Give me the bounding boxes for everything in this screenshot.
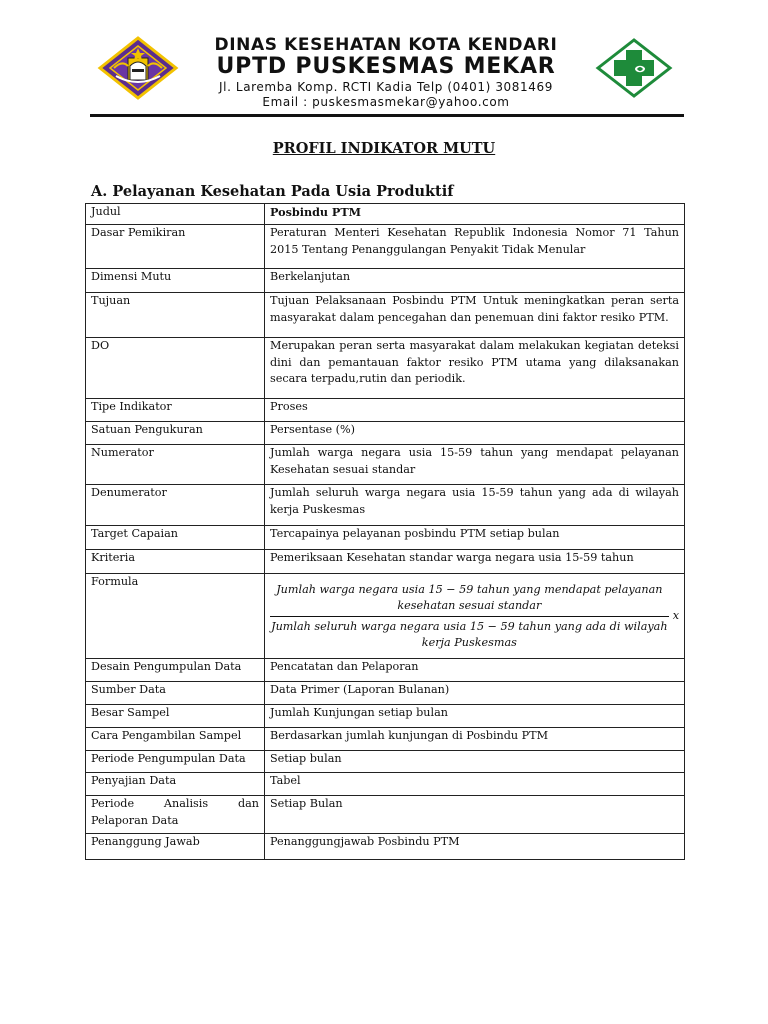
row-label: Numerator: [86, 444, 265, 485]
row-label: Tujuan: [86, 293, 265, 338]
row-value: Setiap Bulan: [265, 796, 685, 834]
table-row: [86, 773, 685, 796]
table-row: [86, 269, 685, 293]
row-label: Besar Sampel: [86, 705, 265, 728]
table-row: [86, 421, 685, 444]
row-label: Kriteria: [86, 549, 265, 573]
row-label: Judul: [86, 204, 265, 225]
row-label: DO: [86, 337, 265, 398]
formula-multiplier: x: [672, 609, 679, 623]
table-row: [86, 705, 685, 728]
row-value: Data Primer (Laporan Bulanan): [265, 682, 685, 705]
row-value: Tabel: [265, 773, 685, 796]
row-value: Jumlah warga negara usia 15-59 tahun yang mendapat pelayanan Kesehatan sesuai standar: [265, 444, 685, 485]
row-label: Desain Pengumpulan Data: [86, 659, 265, 682]
row-label: Dimensi Mutu: [86, 269, 265, 293]
row-value: Berdasarkan jumlah kunjungan di Posbindu PTM: [265, 727, 685, 750]
row-label: Sumber Data: [86, 682, 265, 705]
document-title: PROFIL INDIKATOR MUTU: [272, 140, 496, 157]
formula-cell: [265, 573, 685, 659]
institution-name: UPTD PUSKESMAS MEKAR: [216, 54, 556, 79]
row-value: Berkelanjutan: [265, 269, 685, 293]
table-row: [86, 525, 685, 549]
table-row: [86, 833, 685, 859]
table-row: [86, 682, 685, 705]
agency-name: DINAS KESEHATAN KOTA KENDARI: [214, 35, 558, 55]
letterhead-divider: [90, 114, 684, 117]
formula: [270, 574, 679, 656]
table-row: [86, 293, 685, 338]
row-value: Proses: [265, 399, 685, 422]
section-title: A. Pelayanan Kesehatan Pada Usia Produktif: [91, 183, 454, 200]
table-row: [86, 796, 685, 834]
table-row: [86, 659, 685, 682]
address-line: Jl. Laremba Komp. RCTI Kadia Telp (0401) 3081469: [219, 80, 553, 94]
formula-denominator: Jumlah seluruh warga negara usia 15 − 59 tahun yang ada di wilayah kerja Puskesmas: [271, 620, 668, 650]
row-value: Jumlah seluruh warga negara usia 15-59 tahun yang ada di wilayah kerja Puskesmas: [265, 485, 685, 526]
table-row: [86, 573, 685, 659]
table-row: [86, 485, 685, 526]
row-value: Tercapainya pelayanan posbindu PTM setiap bulan: [265, 525, 685, 549]
table-row: [86, 224, 685, 269]
row-value: Setiap bulan: [265, 750, 685, 773]
table-row: [86, 204, 685, 225]
row-label: Penanggung Jawab: [86, 833, 265, 859]
table-row: [86, 549, 685, 573]
row-label: Satuan Pengukuran: [86, 421, 265, 444]
formula-numerator: Jumlah warga negara usia 15 − 59 tahun yang mendapat pelayanan kesehatan sesuai standar: [270, 582, 669, 617]
table-row: [86, 444, 685, 485]
row-value: Peraturan Menteri Kesehatan Republik Indonesia Nomor 71 Tahun 2015 Tentang Penanggulangan Penyakit Tidak Menular: [265, 224, 685, 269]
row-label: Dasar Pemikiran: [86, 224, 265, 269]
table-row: [86, 750, 685, 773]
email-line: Email : puskesmasmekar@yahoo.com: [262, 95, 510, 109]
row-label: Denumerator: [86, 485, 265, 526]
indicator-profile-table: [85, 203, 685, 860]
formula-fraction: [270, 582, 669, 652]
row-value: Posbindu PTM: [265, 204, 685, 225]
row-label: Target Capaian: [86, 525, 265, 549]
row-label: Penyajian Data: [86, 773, 265, 796]
row-value: Tujuan Pelaksanaan Posbindu PTM Untuk meningkatkan peran serta masyarakat dalam pencegahan dan penemuan dini faktor resiko PTM.: [265, 293, 685, 338]
row-value: Jumlah Kunjungan setiap bulan: [265, 705, 685, 728]
row-value: Pemeriksaan Kesehatan standar warga negara usia 15-59 tahun: [265, 549, 685, 573]
table-row: [86, 399, 685, 422]
table-row: [86, 727, 685, 750]
row-label: Periode Analisis dan Pelaporan Data: [86, 796, 265, 834]
kendari-city-emblem-icon: [96, 36, 180, 100]
row-label: Periode Pengumpulan Data: [86, 750, 265, 773]
row-label: Formula: [86, 573, 265, 659]
row-value: Penanggungjawab Posbindu PTM: [265, 833, 685, 859]
row-value: Persentase (%): [265, 421, 685, 444]
health-cross-logo-icon: [592, 38, 676, 98]
row-label: Tipe Indikator: [86, 399, 265, 422]
row-value: Merupakan peran serta masyarakat dalam melakukan kegiatan deteksi dini dan pemantauan faktor resiko PTM utama yang dilaksanakan secara terpadu,rutin dan periodik.: [265, 337, 685, 398]
table-row: [86, 337, 685, 398]
row-value: Pencatatan dan Pelaporan: [265, 659, 685, 682]
row-label: Cara Pengambilan Sampel: [86, 727, 265, 750]
